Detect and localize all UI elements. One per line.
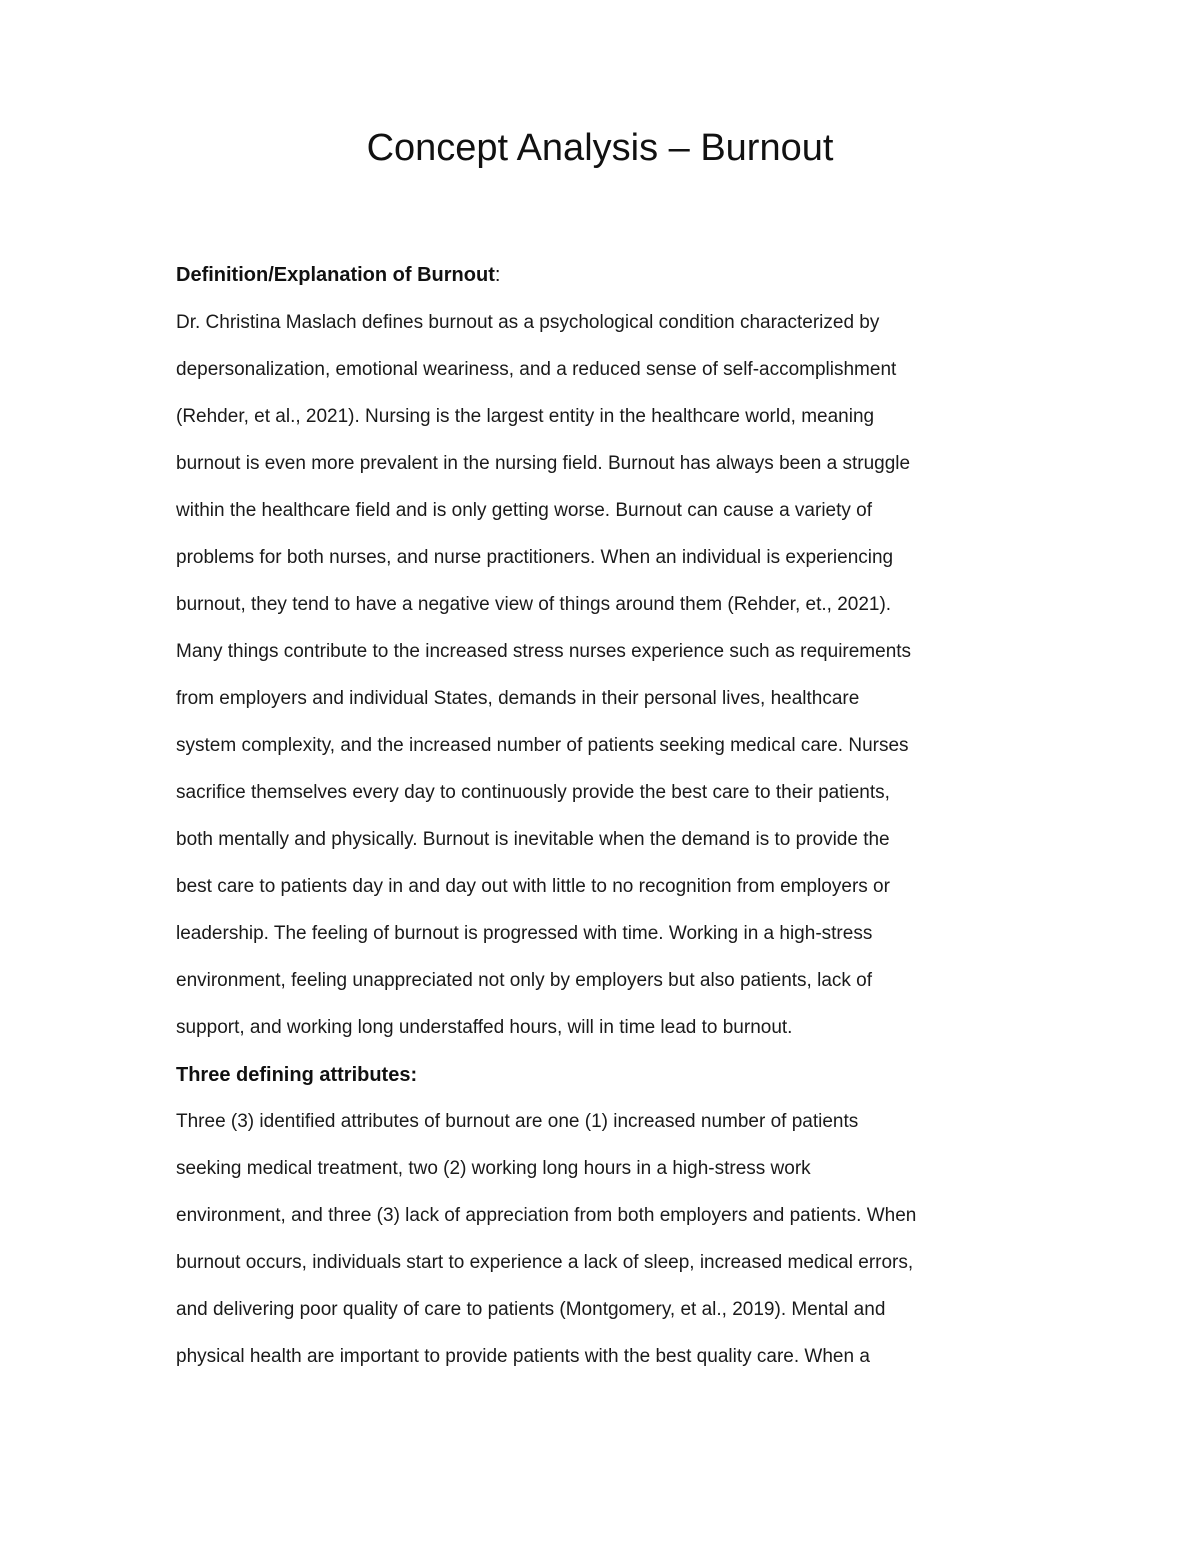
paragraph-line: both mentally and physically. Burnout is inevitable when the demand is to provide the <box>176 829 890 850</box>
section-heading-text: Definition/Explanation of Burnout <box>176 264 495 286</box>
paragraph-line: within the healthcare field and is only getting worse. Burnout can cause a variety of <box>176 500 873 521</box>
paragraph-line: system complexity, and the increased number of patients seeking medical care. Nurses <box>176 735 909 756</box>
definition-paragraph <box>176 310 1036 1062</box>
paragraph-line: Dr. Christina Maslach defines burnout as a psychological condition characterized by <box>176 312 880 333</box>
paragraph-line: environment, and three (3) lack of appreciation from both employers and patients. When <box>176 1205 917 1226</box>
paragraph-line: burnout occurs, individuals start to experience a lack of sleep, increased medical errors, <box>176 1252 914 1273</box>
paragraph-line: problems for both nurses, and nurse practitioners. When an individual is experiencing <box>176 547 894 568</box>
document-title: Concept Analysis – Burnout <box>366 127 834 169</box>
paragraph-line: depersonalization, emotional weariness, and a reduced sense of self-accomplishment <box>176 359 897 380</box>
paragraph-line: physical health are important to provide patients with the best quality care. When a <box>176 1346 870 1367</box>
paragraph-line: and delivering poor quality of care to patients (Montgomery, et al., 2019). Mental and <box>176 1299 886 1320</box>
section-heading-definition <box>176 262 500 288</box>
paragraph-line: Three (3) identified attributes of burnout are one (1) increased number of patients <box>176 1111 859 1132</box>
paragraph-line: best care to patients day in and day out with little to no recognition from employers or <box>176 876 890 897</box>
section-heading-text: Three defining attributes: <box>176 1064 418 1086</box>
paragraph-line: leadership. The feeling of burnout is progressed with time. Working in a high-stress <box>176 923 873 944</box>
paragraph-line: support, and working long understaffed hours, will in time lead to burnout. <box>176 1017 793 1038</box>
paragraph-line: from employers and individual States, demands in their personal lives, healthcare <box>176 688 860 709</box>
section-heading-attributes <box>176 1062 417 1088</box>
section-heading-suffix: : <box>494 264 501 286</box>
paragraph-line: environment, feeling unappreciated not only by employers but also patients, lack of <box>176 970 873 991</box>
attributes-paragraph <box>176 1109 1036 1391</box>
paragraph-line: burnout, they tend to have a negative view of things around them (Rehder, et., 2021). <box>176 594 892 615</box>
paragraph-line: burnout is even more prevalent in the nursing field. Burnout has always been a struggle <box>176 453 911 474</box>
paragraph-line: (Rehder, et al., 2021). Nursing is the largest entity in the healthcare world, meaning <box>176 406 875 427</box>
paragraph-line: seeking medical treatment, two (2) working long hours in a high-stress work <box>176 1158 811 1179</box>
paragraph-line: sacrifice themselves every day to continuously provide the best care to their patients, <box>176 782 890 803</box>
paragraph-line: Many things contribute to the increased stress nurses experience such as requirements <box>176 641 912 662</box>
